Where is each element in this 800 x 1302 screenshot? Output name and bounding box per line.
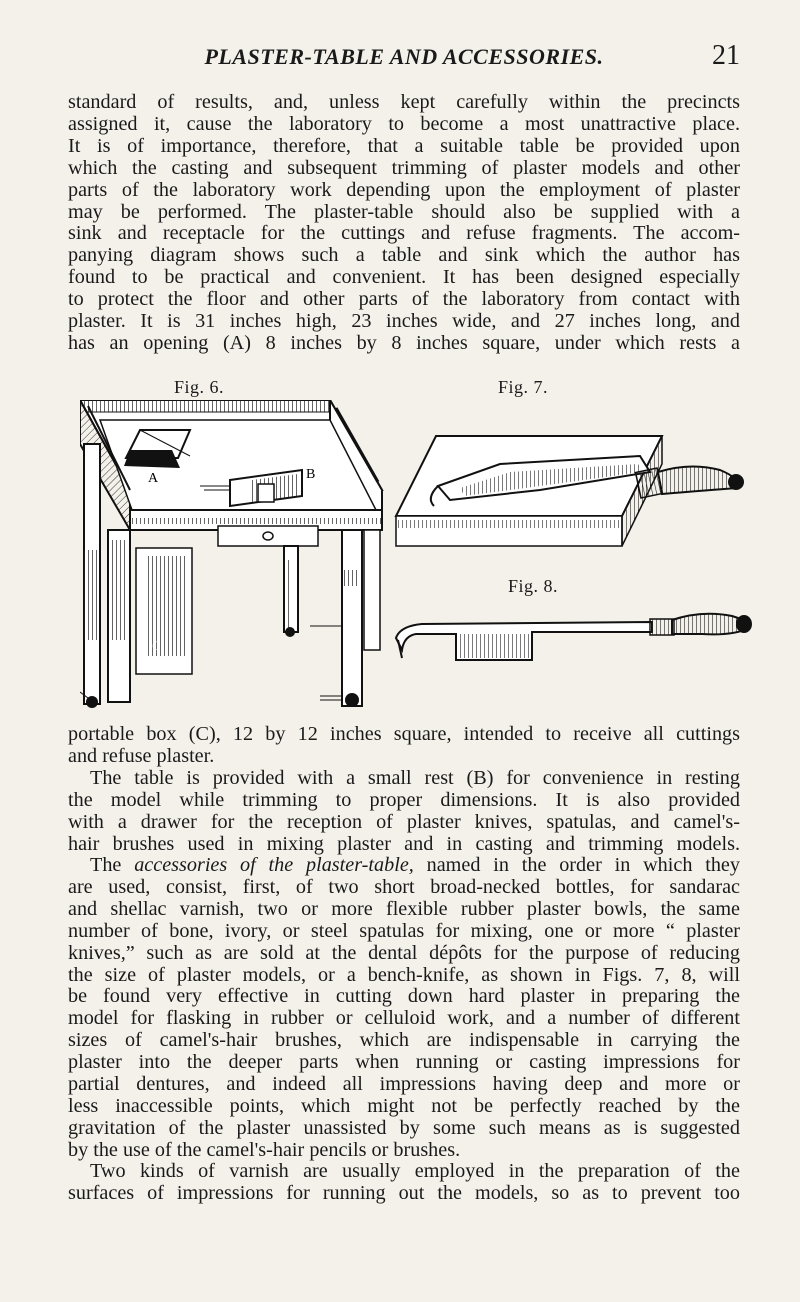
paragraph-1 <box>68 92 740 355</box>
text-line: which the casting and subsequent trimming of plaster models and other <box>68 156 740 179</box>
text-line: standard of results, and, unless kept carefully within the precincts <box>68 91 740 113</box>
text-line: sizes of camel's-hair brushes, which are indispensable in carrying the <box>68 1029 740 1052</box>
plaster-table-illustration <box>80 400 390 712</box>
callout-b: B <box>306 467 316 482</box>
text-line: Two kinds of varnish are usually employed in the preparation of the <box>90 1160 740 1182</box>
text-line: hair brushes used in mixing plaster and in casting and trimming models. <box>68 832 740 855</box>
text-line: and shellac varnish, two or more flexible rubber plaster bowls, the same <box>68 897 740 920</box>
text-line: by the use of the camel's-hair pencils or brushes. <box>68 1138 461 1161</box>
text-line: to protect the floor and other parts of the laboratory from contact with <box>68 288 740 311</box>
figure-7-label: Fig. 7. <box>498 377 549 397</box>
text-line: sink and receptacle for the cuttings and refuse fragments. The accom- <box>68 222 740 245</box>
text-line: plaster. It is 31 inches high, 23 inches wide, and 27 inches long, and <box>68 310 740 333</box>
text-line: and refuse plaster. <box>68 744 215 767</box>
plaster-knife-illustration <box>392 602 770 670</box>
text-line: The table is provided with a small rest (B) for convenience in resting <box>90 767 740 789</box>
figure-8-label: Fig. 8. <box>508 576 559 596</box>
paragraph-4 <box>68 855 740 1162</box>
running-title: PLASTER-TABLE AND ACCESSORIES. <box>204 44 604 69</box>
text-line: number of bone, ivory, or steel spatulas for mixing, one or more “ plaster <box>68 919 740 942</box>
paragraph-4-first-line: The accessories of the plaster-table, named in the order in which they <box>90 854 740 876</box>
callout-a: A <box>148 471 159 486</box>
text-line: less inaccessible points, which might not be perfectly reached by the <box>68 1094 740 1117</box>
paragraph-3 <box>68 768 740 856</box>
text-line: assigned it, cause the laboratory to become a most unattractive place. <box>68 112 740 135</box>
text-line: be found very effective in cutting down hard plaster in preparing the <box>68 985 740 1008</box>
page-number: 21 <box>712 40 740 71</box>
text-line: partial dentures, and indeed all impressions having deep and more or <box>68 1073 740 1096</box>
text-line: panying diagram shows such a table and sink which the author has <box>68 244 740 267</box>
text-line: the size of plaster models, or a bench-knife, as shown in Figs. 7, 8, will <box>68 963 740 986</box>
text-line: gravitation of the plaster unassisted by some such means as is suggested <box>68 1116 740 1139</box>
text-line: are used, consist, first, of two short broad-necked bottles, for sandarac <box>68 875 740 898</box>
text-line: plaster into the deeper parts when running or casting impressions for <box>68 1051 740 1074</box>
text-line: has an opening (A) 8 inches by 8 inches square, under which rests a <box>68 331 740 354</box>
callout-c: C <box>152 638 161 653</box>
figure-6-label: Fig. 6. <box>174 377 225 397</box>
paragraph-2 <box>68 724 740 768</box>
text-line: It is of importance, therefore, that a suitable table be provided upon <box>68 134 740 157</box>
text-line: portable box (C), 12 by 12 inches square, intended to receive all cuttings <box>68 723 740 745</box>
text-line: found to be practical and convenient. It has been designed especially <box>68 266 740 289</box>
paragraph-5 <box>68 1161 740 1205</box>
text-line: knives,” such as are sold at the dental dépôts for the purpose of reducing <box>68 941 740 964</box>
text-line: with a drawer for the reception of plaster knives, spatulas, and camel's- <box>68 810 740 833</box>
bench-knife-block-illustration <box>390 416 770 552</box>
text-line: parts of the laboratory work depending upon the employment of plaster <box>68 178 740 201</box>
running-header <box>68 40 740 80</box>
text-line: surfaces of impressions for running out the models, so as to prevent too <box>68 1181 740 1204</box>
text-line: may be performed. The plaster-table should also be supplied with a <box>68 200 740 223</box>
text-line: the model while trimming to proper dimensions. It is also provided <box>68 788 740 811</box>
text-line: model for flasking in rubber or celluloid work, and a number of different <box>68 1007 740 1030</box>
